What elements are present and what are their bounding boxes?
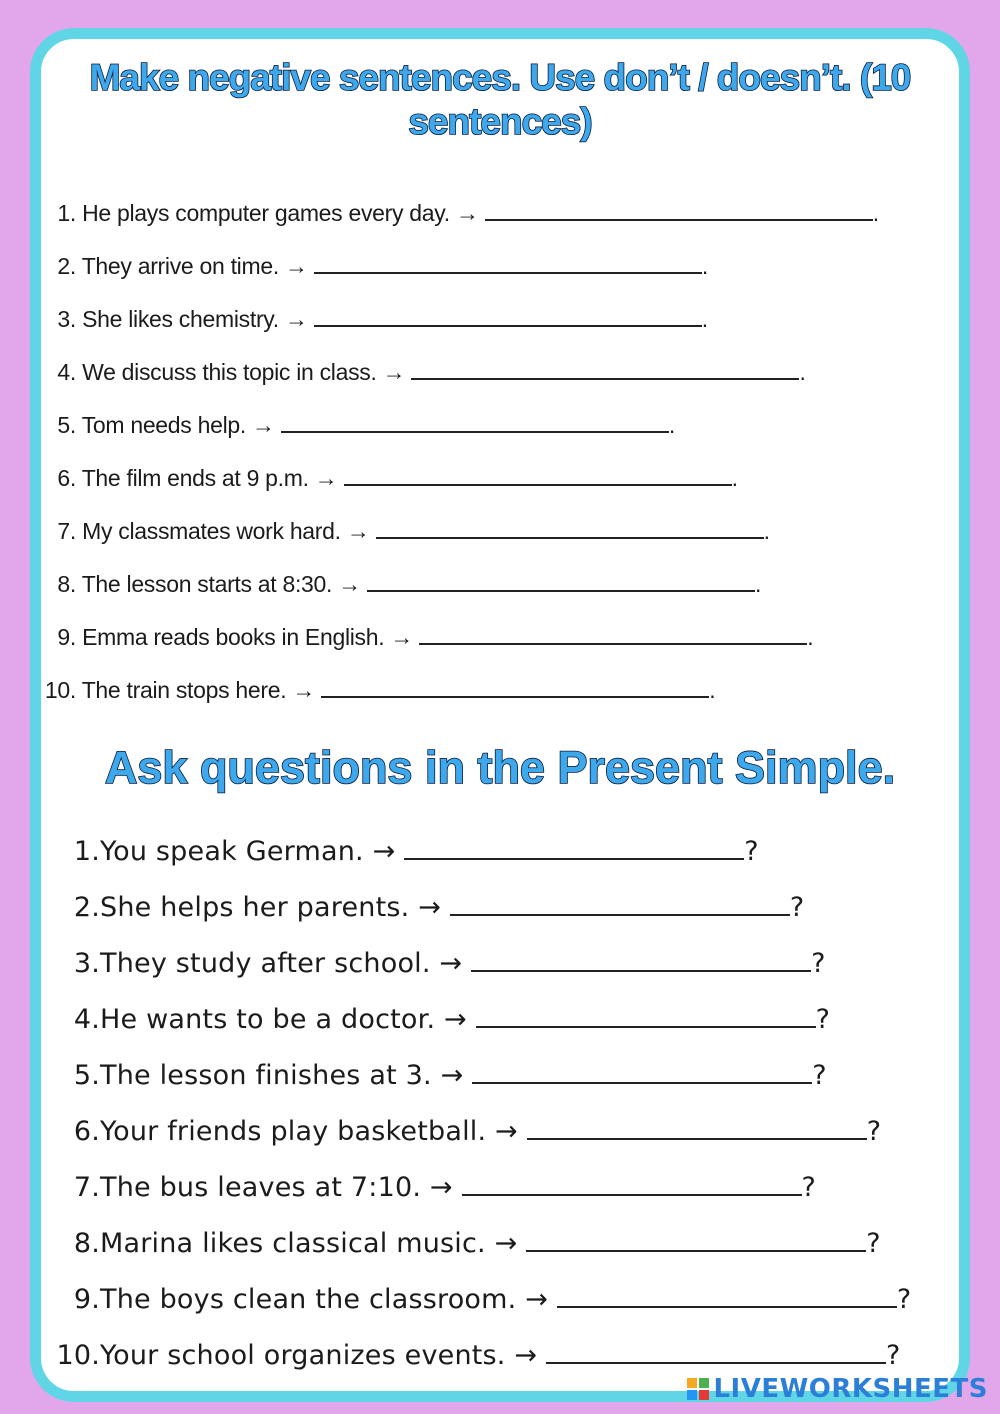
item-end: ? xyxy=(801,1172,817,1203)
question-item-7 xyxy=(52,1166,816,1210)
answer-blank[interactable] xyxy=(314,250,702,274)
item-text: He plays computer games every day. → xyxy=(82,200,479,226)
item-number: 8. xyxy=(73,1228,100,1259)
item-number: 2. xyxy=(73,892,100,923)
answer-blank[interactable] xyxy=(472,1060,812,1084)
answer-blank[interactable] xyxy=(485,197,873,221)
answer-blank[interactable] xyxy=(344,462,732,486)
neg-item-4 xyxy=(48,355,806,389)
item-number: 5. xyxy=(57,412,76,438)
item-end: ? xyxy=(744,836,759,867)
item-number: 6. xyxy=(57,465,76,491)
answer-blank[interactable] xyxy=(419,621,807,645)
item-text: The bus leaves at 7:10. → xyxy=(100,1172,453,1203)
item-text: The film ends at 9 p.m. → xyxy=(81,465,338,491)
question-item-9 xyxy=(52,1278,911,1322)
item-number: 5. xyxy=(73,1060,100,1091)
answer-blank[interactable] xyxy=(471,948,811,972)
question-item-10 xyxy=(52,1334,901,1378)
item-text: She likes chemistry. → xyxy=(82,306,308,332)
answer-blank[interactable] xyxy=(462,1172,802,1196)
item-number: 7. xyxy=(73,1172,100,1203)
item-end: . xyxy=(701,253,708,279)
item-text: The lesson starts at 8:30. → xyxy=(81,571,361,597)
item-end: ? xyxy=(866,1228,881,1259)
item-number: 10. xyxy=(44,677,76,703)
item-end: . xyxy=(701,306,708,332)
neg-item-7 xyxy=(48,514,770,548)
item-text: My classmates work hard. → xyxy=(82,518,370,544)
answer-blank[interactable] xyxy=(450,892,790,916)
question-item-3 xyxy=(52,942,826,986)
section2-title: Ask questions in the Present Simple. xyxy=(104,742,896,793)
item-end: ? xyxy=(886,1340,901,1371)
item-end: . xyxy=(799,359,806,385)
item-end: . xyxy=(668,412,675,438)
answer-blank[interactable] xyxy=(314,303,702,327)
item-text: Emma reads books in English. → xyxy=(82,624,414,650)
answer-blank[interactable] xyxy=(526,1228,866,1252)
answer-blank[interactable] xyxy=(281,409,669,433)
item-number: 10. xyxy=(56,1340,100,1371)
question-item-6 xyxy=(52,1110,881,1154)
answer-blank[interactable] xyxy=(376,515,764,539)
neg-item-8 xyxy=(48,567,761,601)
item-number: 3. xyxy=(73,948,100,979)
item-text: Your friends play basketball. → xyxy=(100,1116,518,1147)
item-end: . xyxy=(731,465,738,491)
answer-blank[interactable] xyxy=(411,356,799,380)
item-number: 4. xyxy=(57,359,76,385)
neg-item-9 xyxy=(48,620,813,654)
liveworksheets-logo[interactable] xyxy=(687,1374,988,1404)
neg-item-1 xyxy=(48,196,879,230)
neg-item-10 xyxy=(40,673,715,707)
item-end: ? xyxy=(815,1004,831,1035)
item-number: 1. xyxy=(57,200,76,226)
item-end: ? xyxy=(789,892,805,923)
question-item-5 xyxy=(52,1054,827,1098)
neg-item-2 xyxy=(48,249,708,283)
question-item-8 xyxy=(52,1222,881,1266)
answer-blank[interactable] xyxy=(404,836,744,860)
item-number: 8. xyxy=(57,571,76,597)
item-number: 1. xyxy=(73,836,100,867)
item-text: We discuss this topic in class. → xyxy=(82,359,406,385)
neg-item-6 xyxy=(48,461,738,495)
neg-item-5 xyxy=(48,408,675,442)
item-end: . xyxy=(872,200,879,226)
item-number: 6. xyxy=(73,1116,100,1147)
answer-blank[interactable] xyxy=(321,674,709,698)
answer-blank[interactable] xyxy=(546,1340,886,1364)
liveworksheets-icon xyxy=(687,1378,709,1400)
section1-title: Make negative sentences. Use don’t / doesn’t. (10 sentences) xyxy=(89,57,911,142)
neg-item-3 xyxy=(48,302,708,336)
item-number: 3. xyxy=(57,306,76,332)
item-text: Tom needs help. → xyxy=(81,412,275,438)
item-text: He wants to be a doctor. → xyxy=(100,1004,467,1035)
answer-blank[interactable] xyxy=(367,568,755,592)
item-number: 2. xyxy=(57,253,76,279)
item-text: Marina likes classical music. → xyxy=(100,1228,518,1259)
question-item-4 xyxy=(52,998,830,1042)
item-text: The boys clean the classroom. → xyxy=(100,1284,549,1315)
brand-name: LIVEWORKSHEETS xyxy=(713,1374,988,1404)
item-text: The lesson finishes at 3. → xyxy=(100,1060,464,1091)
item-text: They arrive on time. → xyxy=(81,253,308,279)
item-end: ? xyxy=(866,1116,882,1147)
item-text: She helps her parents. → xyxy=(100,892,442,923)
item-text: They study after school. → xyxy=(100,948,463,979)
item-end: ? xyxy=(811,948,826,979)
item-number: 4. xyxy=(73,1004,100,1035)
item-number: 7. xyxy=(57,518,76,544)
answer-blank[interactable] xyxy=(527,1116,867,1140)
item-end: ? xyxy=(896,1284,912,1315)
item-text: You speak German. → xyxy=(100,836,396,867)
item-end: . xyxy=(763,518,770,544)
answer-blank[interactable] xyxy=(557,1284,897,1308)
item-end: ? xyxy=(812,1060,827,1091)
question-item-1 xyxy=(52,830,759,874)
item-number: 9. xyxy=(57,624,76,650)
item-end: . xyxy=(807,624,814,650)
item-text: Your school organizes events. → xyxy=(100,1340,538,1371)
item-text: The train stops here. → xyxy=(81,677,316,703)
item-end: . xyxy=(755,571,762,597)
item-number: 9. xyxy=(73,1284,100,1315)
question-item-2 xyxy=(52,886,804,930)
item-end: . xyxy=(709,677,716,703)
answer-blank[interactable] xyxy=(476,1004,816,1028)
